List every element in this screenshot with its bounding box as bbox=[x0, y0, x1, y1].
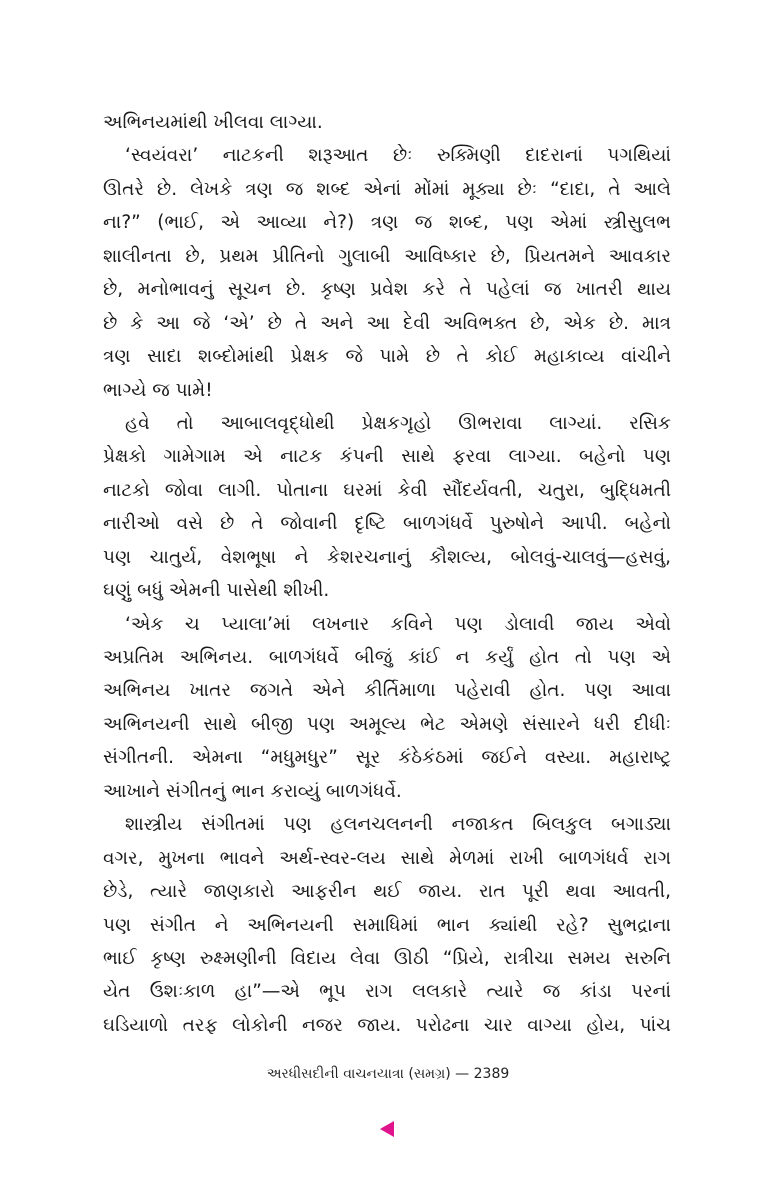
text-line: છે, મનોભાવનું સૂચન છે. કૃષ્ણ પ્રવેશ કરે તે પહેલાં જ ખાતરી થાય bbox=[103, 279, 671, 301]
text-line: અભિનય ખાતર જગતે એને કીર્તિમાળા પહેરાવી હોત. પણ આવા bbox=[103, 680, 671, 702]
text-line: અભિનયની સાથે બીજી પણ અમૂલ્ય ભેટ એમણે સંસારને ધરી દીધીઃ bbox=[103, 713, 671, 735]
paragraph bbox=[103, 608, 671, 809]
paragraph bbox=[103, 139, 671, 407]
page-body bbox=[103, 106, 671, 1042]
text-line: હવે તો આબાલવૃદ્ધોથી પ્રેક્ષકગૃહો ઊભરાવા લાગ્યાં. રસિક bbox=[125, 412, 671, 434]
text-line: ના?” (ભાઈ, એ આવ્યા ને?) ત્રણ જ શબ્દ, પણ એમાં સ્ત્રીસુલભ bbox=[103, 212, 671, 234]
text-line: યેત ઉશઃકાળ હા”—એ ભૂપ રાગ લલકારે ત્યારે જ કાંડા પરનાં bbox=[103, 981, 671, 1003]
text-line: વગર, મુખના ભાવને અર્થ-સ્વર-લય સાથે મેળમાં રાખી બાળગંધર્વ રાગ bbox=[103, 847, 671, 869]
text-line: છેડે, ત્યારે જાણકારો આફરીન થઈ જાય. રાત પૂરી થવા આવતી, bbox=[103, 881, 671, 903]
text-line: નાટકો જોવા લાગી. પોતાના ઘરમાં કેવી સૌંદર્યવતી, ચતુરા, બુદ્ધિમતી bbox=[103, 479, 671, 501]
text-line: પ્રેક્ષકો ગામેગામ એ નાટક કંપની સાથે ફરવા લાગ્યા. બહેનો પણ bbox=[103, 446, 671, 468]
text-line: ભાઈ કૃષ્ણ રુક્ષ્મણીની વિદાય લેવા ઊઠી “પ્રિયે, રાત્રીચા સમય સરુનિ bbox=[103, 947, 671, 969]
text-line: ‘સ્વયંવરા’ નાટકની શરૂઆત છેઃ રુક્મિણી દાદરાનાં પગથિયાં bbox=[125, 145, 671, 167]
text-line: અભિનયમાંથી ખીલવા લાગ્યા. bbox=[103, 112, 323, 133]
text-line: ઊતરે છે. લેખકે ત્રણ જ શબ્દ એનાં મોંમાં મૂક્યા છેઃ “દાદા, તે આલે bbox=[103, 178, 671, 200]
text-line: ભાગ્યે જ પામે! bbox=[103, 379, 213, 401]
previous-page-icon[interactable] bbox=[380, 1121, 394, 1137]
paragraph bbox=[103, 106, 671, 139]
text-line: પણ ચાતુર્ય, વેશભૂષા ને કેશરચનાનું કૌશલ્ય, બોલવું-ચાલવું—હસવું, bbox=[103, 546, 671, 568]
text-line: નારીઓ વસે છે તે જોવાની દૃષ્ટિ બાળગંધર્વે પુરુષોને આપી. બહેનો bbox=[103, 513, 671, 535]
paragraph bbox=[103, 808, 671, 1042]
text-line: ત્રણ સાદા શબ્દોમાંથી પ્રેક્ષક જે પામે છે તે કોઈ મહાકાવ્ય વાંચીને bbox=[103, 346, 671, 368]
paragraph bbox=[103, 407, 671, 608]
text-line: પણ સંગીત ને અભિનયની સમાધિમાં ભાન ક્યાંથી રહે? સુભદ્રાના bbox=[103, 914, 671, 936]
text-line: આખાને સંગીતનું ભાન કરાવ્યું બાળગંધર્વે. bbox=[103, 780, 402, 802]
text-line: છે કે આ જે ‘એ’ છે તે અને આ દેવી અવિભક્ત છે, એક છે. માત્ર bbox=[103, 312, 671, 334]
text-line: ઘડિયાળો તરફ લોકોની નજર જાય. પરોઢના ચાર વાગ્યા હોય, પાંચ bbox=[103, 1014, 671, 1036]
text-line: શાલીનતા છે, પ્રથમ પ્રીતિનો ગુલાબી આવિષ્કાર છે, પ્રિયતમને આવકાર bbox=[103, 245, 671, 267]
text-line: અપ્રતિમ અભિનય. બાળગંધર્વે બીજું કાંઈ ન કર્યું હોત તો પણ એ bbox=[103, 647, 671, 668]
text-line: સંગીતની. એમના “મધુમધુર” સૂર કંઠેકંઠમાં જઈને વસ્યા. મહારાષ્ટ્ર bbox=[103, 747, 671, 769]
text-line: ‘એક ચ પ્યાલા’માં લખનાર કવિને પણ ડોલાવી જાય એવો bbox=[125, 613, 671, 635]
text-line: શાસ્ત્રીય સંગીતમાં પણ હલનચલનની નજાકત બિલકુલ બગાડ્યા bbox=[125, 814, 671, 836]
text-line: ઘણું બધું એમની પાસેથી શીખી. bbox=[103, 580, 330, 602]
running-footer: અરધીસદીની વાચનયાત્રા (સમગ્ર) — 2389 bbox=[266, 1066, 510, 1082]
